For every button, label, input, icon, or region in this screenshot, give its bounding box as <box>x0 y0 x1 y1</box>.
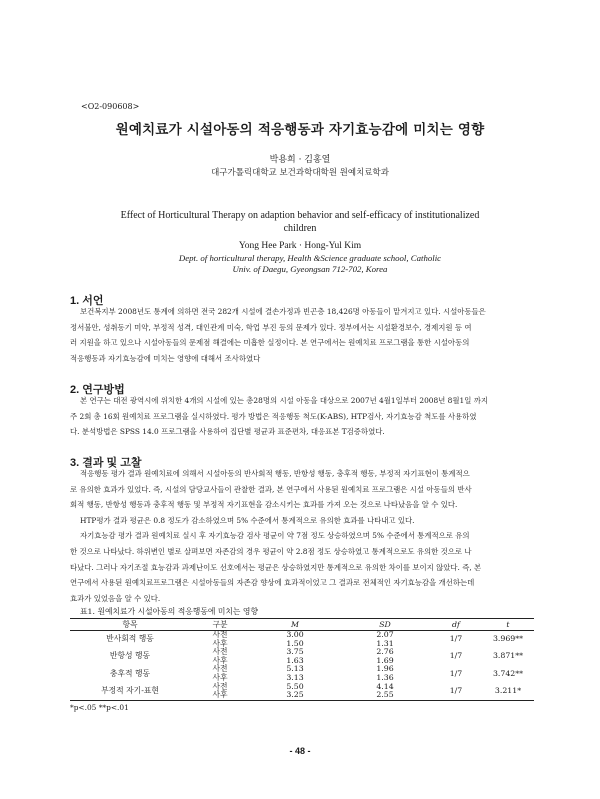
text-line: 다. 분석방법은 SPSS 14.0 프로그램을 사용하여 집단별 평균과 표준편차, 대응표본 T검증하였다. <box>70 427 385 437</box>
paragraph-methods <box>70 393 532 440</box>
header-t: t <box>482 619 534 631</box>
text-line: 한 것으로 나타났다. 하위변인 별로 살펴보면 자존감의 경우 평균이 약 2.8점 정도 상승하였고 통계적으로도 유의한 것으로 나 <box>70 546 472 556</box>
row-post-mean: 3.13 <box>286 672 304 682</box>
text-line: 효과가 있었음을 알 수 있다. <box>70 593 161 603</box>
row-post-label: 사후 <box>212 638 228 648</box>
title-english: Effect of Horticultural Therapy on adaption behavior and self-efficacy of institutionalized children <box>120 210 480 234</box>
header-group: 구분 <box>190 619 250 631</box>
text-line: 정서불안, 성취동기 미약, 부정적 성격, 대인관계 미숙, 학업 부진 등의 문제가 있다. 정부에서는 시설환경보수, 경제지원 등 여 <box>70 322 472 332</box>
row-item: 부정적 자기-표현 <box>70 683 190 701</box>
row-item: 충후적 행동 <box>109 668 151 678</box>
row-t: 3.969** <box>492 634 524 644</box>
row-post-label: 사후 <box>190 691 250 700</box>
table-header-row <box>70 619 534 631</box>
row-df: 1/7 <box>430 683 482 701</box>
row-item: 반항성 행동 <box>109 651 151 661</box>
header-sd: SD <box>340 619 430 631</box>
row-pre-mean: 3.75 <box>286 647 304 657</box>
row-pre-label: 사전 <box>212 664 228 674</box>
row-post-label: 사후 <box>212 655 228 665</box>
row-df: 1/7 <box>449 651 463 661</box>
row-post-mean: 1.50 <box>286 638 304 648</box>
text-line: 로 유의한 효과가 있었다. 즉, 시설의 담당교사들이 관찰한 결과, 본 연구에서 사용된 원예치료 프로그램은 시설 아동들의 반사 <box>70 484 472 494</box>
row-t: 3.742** <box>492 668 524 678</box>
text-line: 적응행동과 자기효능감에 미치는 영향에 대해서 조사하였다 <box>70 353 261 363</box>
row-post-mean: 3.25 <box>250 691 340 700</box>
row-pre-label: 사전 <box>212 647 228 657</box>
row-t: 3.871** <box>492 651 524 661</box>
row-pre-sd: 4.14 <box>376 681 394 691</box>
text-line: 타났다. 그러나 자기조절 효능감과 과제난이도 선호에서는 평균은 상승하였지만 통계적으로 유의한 차이를 보이지 않았다. 즉, 본 <box>70 562 482 572</box>
row-t: 3.211* <box>482 683 534 701</box>
text-line: 보건복지부 2008년도 통계에 의하면 전국 282개 시설에 결손가정과 빈곤층 18,426명 아동들이 맡겨지고 있다. 시설아동들은 <box>80 307 486 316</box>
row-post-sd: 1.31 <box>376 638 394 648</box>
header-item: 항목 <box>70 619 190 631</box>
table-note: *p<.05 **p<.01 <box>70 703 129 712</box>
text-line: 연구에서 사용된 원예치료프로그램은 시설아동들의 자존감 향상에 효과적이었고 그 결과로 전체적인 자기효능감을 개선하는데 <box>70 578 475 588</box>
row-post-sd: 1.69 <box>376 655 394 665</box>
row-item: 반사회적 행동 <box>106 634 154 644</box>
row-pre-label: 사전 <box>212 681 228 691</box>
text-line: 회적 행동, 반항성 행동과 충후적 행동 및 부정적 자기표현을 감소시키는 효과를 가져 오는 것으로 나타났음을 알 수 있다. <box>70 500 458 510</box>
row-pre-mean: 5.50 <box>286 681 304 691</box>
header-df: df <box>430 619 482 631</box>
authors-english: Yong Hee Park · Hong-Yul Kim <box>238 241 362 251</box>
section-heading-methods: 2. 연구방법 <box>70 384 125 396</box>
title-korean: 원예치료가 시설아동의 적응행동과 자기효능감에 미치는 영향 <box>115 122 485 138</box>
affiliation-korean: 대구가톨릭대학교 보건과학대학원 원예치료학과 <box>211 168 389 178</box>
row-pre-sd: 2.76 <box>376 647 394 657</box>
paragraph-introduction <box>70 304 532 366</box>
affiliation-english: Dept. of horticultural therapy, Health &Science graduate school, Catholic Univ. of Daegu, Gyeongsan 712-702, Korea <box>178 253 442 274</box>
table-caption: 표1. 원예치료가 시설아동의 적응행동에 미치는 영향 <box>80 607 258 616</box>
row-df: 1/7 <box>449 668 463 678</box>
paragraph-results <box>70 466 532 606</box>
text-line: HTP평가 결과 평균은 0.8 정도가 감소하였으며 5% 수준에서 통계적으로 유의한 효과를 나타내고 있다. <box>80 515 415 525</box>
section-heading-results: 3. 결과 및 고찰 <box>70 457 142 469</box>
results-table <box>70 618 534 701</box>
text-line: 러 지원을 하고 있으나 시설아동들의 문제점 해결에는 미흡한 실정이다. 본 연구에서는 원예치료 프로그램을 통한 시설아동의 <box>70 338 470 348</box>
row-pre-sd: 2.07 <box>376 630 394 639</box>
row-post-mean: 1.63 <box>286 655 304 665</box>
paper-code: <O2-090608> <box>81 102 140 111</box>
row-post-label: 사후 <box>212 672 228 682</box>
row-pre-mean: 3.00 <box>286 630 304 639</box>
row-post-sd: 2.55 <box>340 691 430 700</box>
row-pre-label: 사전 <box>212 630 228 639</box>
text-line: 주 2회 총 16회 원예치료 프로그램을 실시하였다. 평가 방법은 적응행동 척도(K-ABS), HTP검사, 자기효능감 척도를 사용하였 <box>70 411 477 421</box>
authors-korean: 박용희 · 김홍열 <box>269 155 331 165</box>
text-line: 자기효능감 평가 결과 원예치료 실시 후 자기효능감 검사 평균이 약 7점 정도 상승하였으며 5% 수준에서 통계적으로 유의 <box>80 531 470 541</box>
row-df: 1/7 <box>449 634 463 644</box>
text-line: 본 연구는 대전 광역시에 위치한 4개의 시설에 있는 총28명의 시설 아동을 대상으로 2007년 4월1일부터 2008년 8월1일 까지 <box>80 396 488 405</box>
page-number: - 48 - <box>289 746 311 756</box>
row-pre-sd: 1.96 <box>376 664 394 674</box>
text-line: 적응행동 평가 결과 원예치료에 의해서 시설아동의 반사회적 행동, 반항성 행동, 충후적 행동, 부정적 자기표현이 통계적으 <box>80 469 470 478</box>
row-post-sd: 1.36 <box>376 672 394 682</box>
header-mean: M <box>250 619 340 631</box>
section-heading-introduction: 1. 서언 <box>70 295 104 307</box>
row-pre-mean: 5.13 <box>286 664 304 674</box>
